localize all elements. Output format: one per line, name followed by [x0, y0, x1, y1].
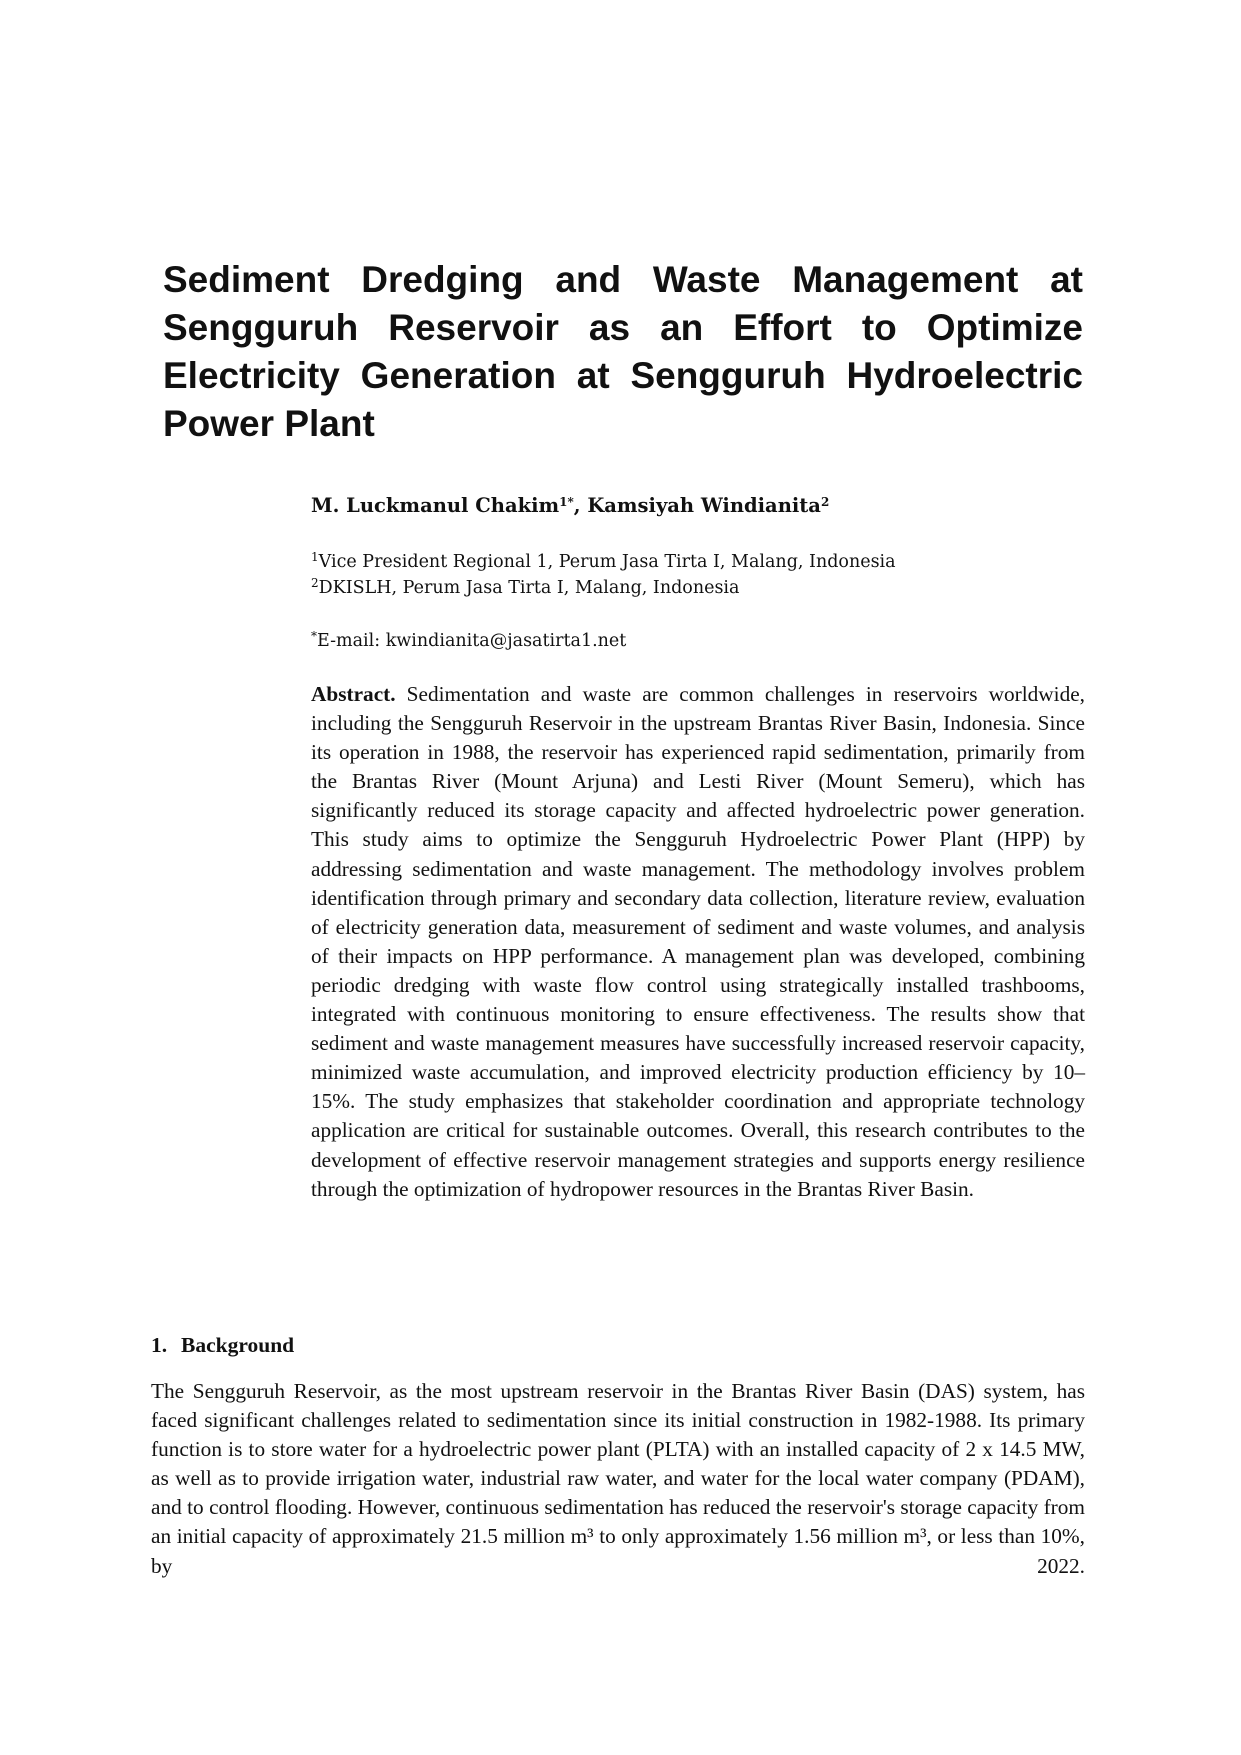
section-heading [151, 1333, 294, 1358]
affiliation-line [311, 550, 896, 572]
author-list [311, 494, 829, 517]
abstract-text: Sedimentation and waste are common challenges in reservoirs worldwide, including the Sengguruh Reservoir in the upstream Brantas River Basin, Indonesia. Since its operation in 1988, the reservoir has experienced rapid sedimentation, primarily from the Brantas River (Mount Arjuna) and Lesti River (Mount Semeru), which has significantly reduced its storage capacity and affected hydroelectric power generation. This study aims to optimize the Sengguruh Hydroelectric Power Plant (HPP) by addressing sedimentation and waste management. The methodology involves problem identification through primary and secondary data collection, literature review, evaluation of electricity generation data, measurement of sediment and waste volumes, and analysis of their impacts on HPP performance. A management plan was developed, combining periodic dredging with waste flow control using strategically installed trashbooms, integrated with continuous monitoring to ensure effectiveness. The results show that sediment and waste management measures have successfully increased reservoir capacity, minimized waste accumulation, and improved electricity production efficiency by 10–15%. The study emphasizes that stakeholder coordination and appropriate technology application are critical for sustainable outcomes. Overall, this research contributes to the development of effective reservoir management strategies and supports energy resilience through the optimization of hydropower resources in the Brantas River Basin. [311, 682, 1085, 1201]
author-name: M. Luckmanul Chakim [311, 494, 560, 517]
email-text: E-mail: kwindianita@jasatirta1.net [317, 631, 627, 651]
affiliation-number: 1 [311, 550, 319, 564]
author-affiliation-marker: 2 [820, 495, 830, 509]
corresponding-email [311, 629, 626, 651]
body-paragraph: The Sengguruh Reservoir, as the most upstream reservoir in the Brantas River Basin (DAS) system, has faced significant challenges related to sedimentation since its initial construction in 1982-1988. Its primary function is to store water for a hydroelectric power plant (PLTA) with an installed capacity of 2 x 14.5 MW, as well as to provide irrigation water, industrial raw water, and water for the local water company (PDAM), and to control flooding. However, continuous sedimentation has reduced the reservoir's storage capacity from an initial capacity of approximately 21.5 million m³ to only approximately 1.56 million m³, or less than 10%, by 2022. [151, 1379, 1085, 1578]
affiliation-text: Vice President Regional 1, Perum Jasa Tirta I, Malang, Indonesia [318, 552, 896, 572]
affiliation-text: DKISLH, Perum Jasa Tirta I, Malang, Indonesia [318, 578, 740, 598]
paper-title: Sediment Dredging and Waste Management at Sengguruh Reservoir as an Effort to Optimize Electricity Generation at Sengguruh Hydroelectric Power Plant [163, 259, 1083, 444]
abstract [311, 680, 1085, 1204]
section-number: 1. [151, 1333, 168, 1357]
abstract-label: Abstract. [311, 682, 396, 706]
author-name: Kamsiyah Windianita [587, 494, 821, 517]
affiliation-number: 2 [311, 576, 319, 590]
author-affiliation-marker: 1* [559, 495, 574, 509]
affiliation-line [311, 576, 739, 598]
email-marker: * [311, 629, 317, 643]
author-separator: , [573, 494, 588, 517]
section-title: Background [181, 1333, 295, 1357]
